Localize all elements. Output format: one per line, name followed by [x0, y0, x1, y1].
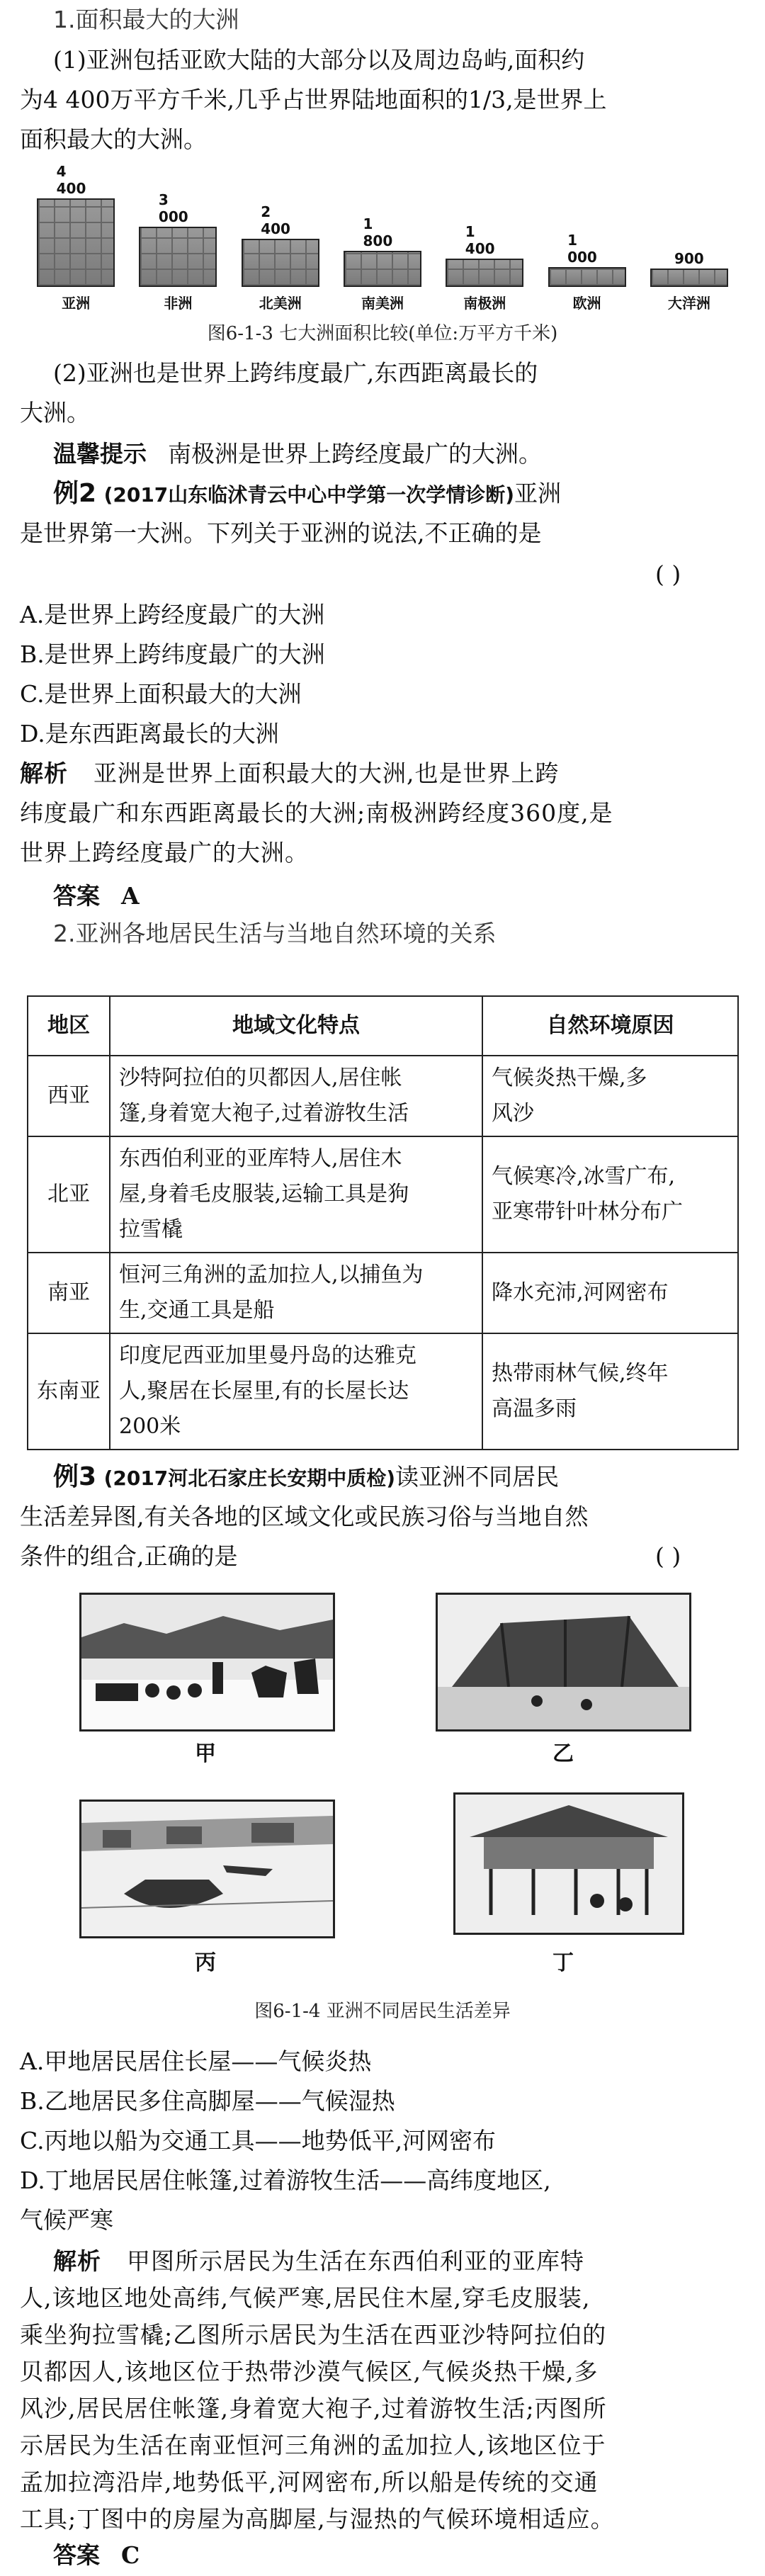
option-c: C.是世界上面积最大的大洲 — [20, 680, 302, 708]
option-a: A.是世界上跨经度最广的大洲 — [20, 601, 325, 628]
answer-label: 答案 — [53, 2541, 100, 2569]
paragraph-line: 为4 400万平方千米,几乎占世界陆地面积的1/3,是世界上 — [20, 86, 607, 113]
cell-line: 风沙 — [492, 1101, 534, 1126]
table-cell-nature — [482, 1333, 738, 1450]
answer-line — [53, 2536, 140, 2575]
cell-line: 热带雨林气候,终年 — [492, 1361, 669, 1386]
option-b: B.是世界上跨纬度最广的大洲 — [20, 640, 325, 668]
question-line: 条件的组合,正确的是 — [20, 1542, 238, 1570]
cell-line: 篷,身着宽大袍子,过着游牧生活 — [119, 1101, 409, 1126]
paragraph-line: (1)亚洲包括亚欧大陆的大部分以及周边岛屿,面积约 — [53, 46, 585, 74]
table-cell-nature — [482, 1056, 738, 1136]
analysis-text: 亚洲是世界上面积最大的大洲,也是世界上跨 — [94, 759, 560, 787]
table-header: 地域文化特点 — [110, 996, 482, 1056]
table-row — [28, 1056, 738, 1136]
analysis-line: 纬度最广和东西距离最长的大洲;南极洲跨经度360度,是 — [20, 799, 613, 827]
example-label: 例3 — [53, 1462, 97, 1491]
bar-cubes — [446, 259, 523, 287]
cell-line: 恒河三角洲的孟加拉人,以捕鱼为 — [119, 1262, 424, 1287]
bar-category-label: 欧洲 — [572, 295, 601, 312]
bar-category-label: 非洲 — [164, 295, 193, 312]
paragraph-line: 大洲。 — [20, 399, 90, 426]
section-heading-1: 1.面积最大的大洲 — [53, 6, 239, 33]
analysis-label: 解析 — [20, 759, 68, 787]
question-line: 生活差异图,有关各地的区域文化或民族习俗与当地自然 — [20, 1503, 589, 1530]
example3-header — [53, 1458, 559, 1498]
analysis-line: 人,该地区地处高纬,气候严寒,居民住木屋,穿毛皮服装, — [20, 2284, 591, 2312]
bar-value-label: 2 400 — [261, 203, 290, 237]
bar-cubes — [548, 267, 626, 287]
cell-line: 屋,身着毛皮服装,运输工具是狗 — [119, 1182, 409, 1207]
answer-value: C — [121, 2541, 140, 2569]
bar-value-label: 1 800 — [363, 215, 393, 249]
bar-category-label: 亚洲 — [62, 295, 91, 312]
bar-value-label: 3 000 — [158, 191, 188, 225]
tip-label: 温馨提示 — [53, 440, 147, 468]
bar-cubes — [37, 198, 115, 287]
picture-label: 丙 — [195, 1950, 216, 1975]
option-d: D.是东西距离最长的大洲 — [20, 720, 279, 747]
chart-bar — [139, 191, 217, 312]
tip-text: 南极洲是世界上跨经度最广的大洲。 — [168, 440, 542, 468]
table-cell-nature — [482, 1253, 738, 1333]
bar-category-label: 大洋洲 — [667, 295, 710, 312]
answer-paren: ( ) — [655, 560, 681, 588]
analysis-line — [20, 754, 560, 793]
cell-line: 气候炎热干燥,多 — [492, 1066, 647, 1090]
table-cell-culture — [110, 1136, 482, 1253]
chart-bar — [37, 163, 115, 312]
cell-line: 生,交通工具是船 — [119, 1298, 275, 1323]
example-source: (2017河北石家庄长安期中质检) — [103, 1467, 396, 1490]
table-header: 自然环境原因 — [482, 996, 738, 1056]
cell-line: 拉雪橇 — [119, 1217, 183, 1242]
paragraph-line: (2)亚洲也是世界上跨纬度最广,东西距离最长的 — [53, 359, 538, 387]
table-cell-culture — [110, 1056, 482, 1136]
picture-boats — [79, 1800, 335, 1938]
table-header: 地区 — [28, 996, 110, 1056]
region-culture-table — [27, 995, 739, 1450]
option-a: A.甲地居民居住长屋——气候炎热 — [20, 2047, 372, 2075]
table-row — [28, 1333, 738, 1450]
section-heading-2: 2.亚洲各地居民生活与当地自然环境的关系 — [53, 920, 497, 947]
answer-paren: ( ) — [655, 1542, 681, 1570]
analysis-line — [53, 2242, 584, 2281]
analysis-line: 乘坐狗拉雪橇;乙图所示居民为生活在西亚沙特阿拉伯的 — [20, 2321, 607, 2349]
picture-sled-dogs — [79, 1593, 335, 1732]
analysis-line: 工具;丁图中的房屋为高脚屋,与湿热的气候环境相适应。 — [20, 2505, 615, 2533]
bar-value-label: 4 400 — [56, 163, 86, 197]
cell-line: 降水充沛,河网密布 — [492, 1280, 669, 1305]
question-text: 亚洲 — [514, 480, 562, 507]
picture-label: 丁 — [552, 1950, 574, 1975]
table-cell-culture — [110, 1253, 482, 1333]
table-cell-culture — [110, 1333, 482, 1450]
example2-header — [53, 475, 561, 514]
cell-line: 东西伯利亚的亚库特人,居住木 — [119, 1146, 402, 1171]
figure-caption: 图6-1-3 七大洲面积比较(单位:万平方千米) — [207, 323, 558, 344]
analysis-line: 孟加拉湾沿岸,地势低平,河网密布,所以船是传统的交通 — [20, 2468, 599, 2496]
cell-line: 气候寒冷,冰雪广布, — [492, 1164, 676, 1189]
tip-line — [53, 435, 542, 473]
table-cell-region: 北亚 — [28, 1136, 110, 1253]
picture-label: 乙 — [552, 1741, 574, 1766]
cell-line: 200米 — [119, 1414, 181, 1439]
chart-bar — [242, 203, 319, 312]
bar-value-label: 1 000 — [567, 232, 597, 266]
question-line: 是世界第一大洲。下列关于亚洲的说法,不正确的是 — [20, 519, 542, 547]
chart-bar — [344, 215, 421, 312]
chart-bar — [446, 223, 523, 312]
continent-area-chart — [25, 163, 740, 315]
bar-category-label: 北美洲 — [259, 295, 302, 312]
cell-line: 人,聚居在长屋里,有的长屋长达 — [119, 1379, 409, 1403]
example-source: (2017山东临沭青云中心中学第一次学情诊断) — [103, 483, 515, 507]
question-text: 读亚洲不同居民 — [395, 1463, 560, 1491]
cell-line: 沙特阿拉伯的贝都因人,居住帐 — [119, 1066, 402, 1090]
analysis-line: 风沙,居民居住帐篷,身着宽大袍子,过着游牧生活;丙图所 — [20, 2395, 607, 2422]
bar-cubes — [344, 251, 421, 287]
picture-tent — [436, 1593, 691, 1732]
bar-value-label: 900 — [674, 250, 704, 267]
analysis-label: 解析 — [53, 2247, 101, 2275]
table-cell-nature — [482, 1136, 738, 1253]
example-label: 例2 — [53, 479, 97, 508]
option-d-cont: 气候严寒 — [20, 2206, 113, 2234]
chart-bar — [548, 232, 626, 312]
bar-cubes — [650, 269, 728, 287]
figure-caption: 图6-1-4 亚洲不同居民生活差异 — [254, 2001, 511, 2022]
table-row — [28, 1136, 738, 1253]
cell-line: 印度尼西亚加里曼丹岛的达雅克 — [119, 1343, 416, 1368]
table-cell-region: 东南亚 — [28, 1333, 110, 1450]
answer-value: A — [121, 882, 140, 910]
picture-label: 甲 — [195, 1741, 216, 1766]
cell-line: 亚寒带针叶林分布广 — [492, 1199, 683, 1224]
picture-stilt-house — [453, 1792, 684, 1935]
option-b: B.乙地居民多住高脚屋——气候湿热 — [20, 2087, 395, 2115]
answer-line — [53, 877, 140, 915]
table-cell-region: 南亚 — [28, 1253, 110, 1333]
analysis-line: 世界上跨经度最广的大洲。 — [20, 839, 309, 866]
bar-category-label: 南美洲 — [361, 295, 404, 312]
analysis-line: 贝都因人,该地区位于热带沙漠气候区,气候炎热干燥,多 — [20, 2358, 599, 2385]
option-d: D.丁地居民居住帐篷,过着游牧生活——高纬度地区, — [20, 2167, 551, 2194]
analysis-line: 示居民为生活在南亚恒河三角洲的孟加拉人,该地区位于 — [20, 2431, 606, 2459]
answer-label: 答案 — [53, 882, 100, 910]
cell-line: 高温多雨 — [492, 1396, 577, 1421]
bar-category-label: 南极洲 — [463, 295, 506, 312]
table-row — [28, 1253, 738, 1333]
bar-value-label: 1 400 — [465, 223, 495, 257]
bar-cubes — [242, 239, 319, 287]
table-cell-region: 西亚 — [28, 1056, 110, 1136]
bar-cubes — [139, 227, 217, 287]
table-header-row — [28, 996, 738, 1056]
option-c: C.丙地以船为交通工具——地势低平,河网密布 — [20, 2127, 497, 2154]
chart-bar — [650, 250, 728, 312]
analysis-text: 甲图所示居民为生活在东西伯利亚的亚库特 — [127, 2247, 584, 2275]
paragraph-line: 面积最大的大洲。 — [20, 125, 207, 153]
